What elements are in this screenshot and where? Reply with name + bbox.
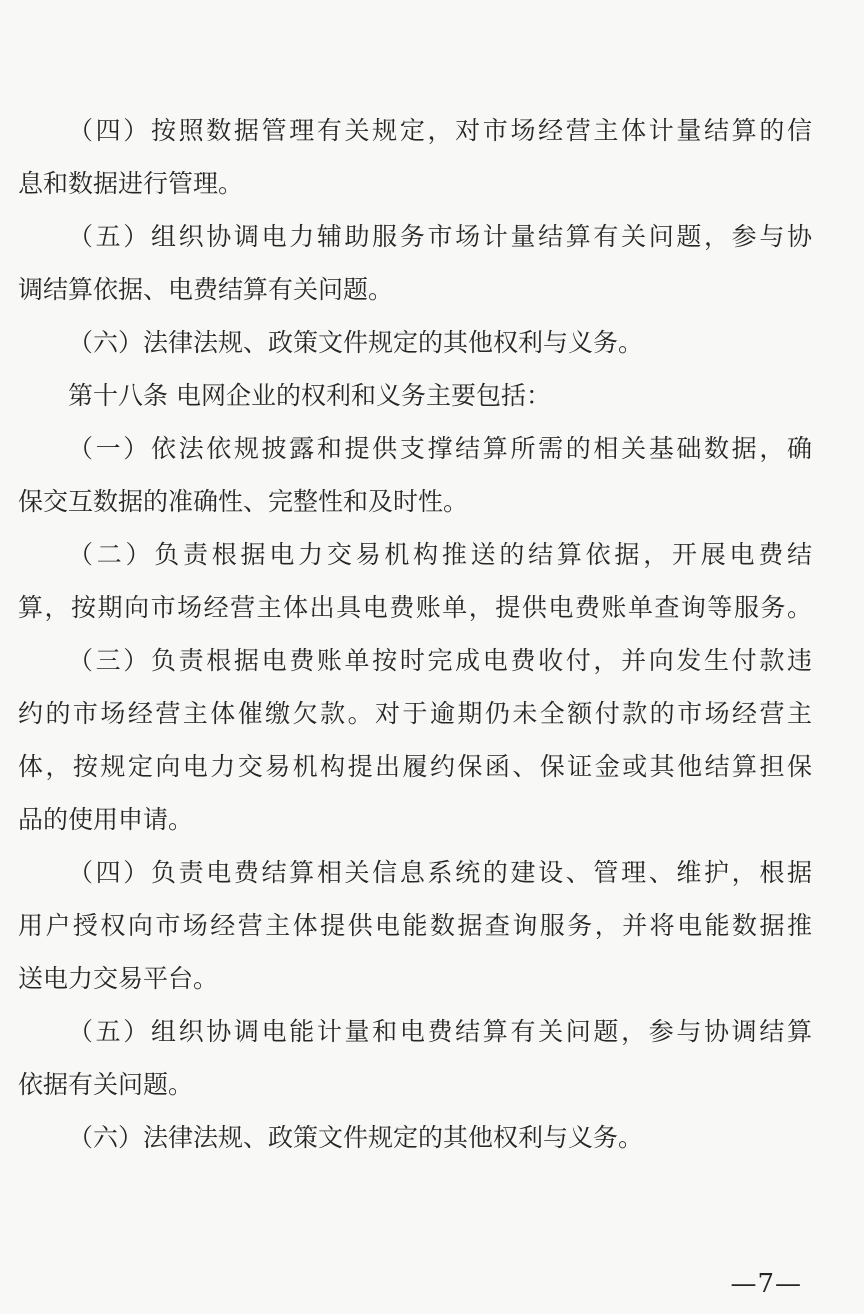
page-number: —7—: [730, 1269, 802, 1299]
paragraph-line: 体，按规定向电力交易机构提出履约保函、保证金或其他结算担保: [18, 752, 812, 781]
paragraph-item-5-coordination: [18, 210, 812, 316]
paragraph-line: 品的使用申请。: [18, 805, 194, 834]
paragraph-line: （一）依法依规披露和提供支撑结算所需的相关基础数据，确: [68, 434, 812, 463]
paragraph-line: （五）组织协调电能计量和电费结算有关问题，参与协调结算: [68, 1017, 812, 1046]
paragraph-line: （三）负责根据电费账单按时完成电费收付，并向发生付款违: [68, 646, 812, 675]
paragraph-line: 息和数据进行管理。: [18, 169, 244, 198]
paragraph-line: （二）负责根据电力交易机构推送的结算依据，开展电费结: [68, 540, 812, 569]
paragraph-line: （四）按照数据管理有关规定，对市场经营主体计量结算的信: [68, 116, 812, 145]
paragraph-line: 依据有关问题。: [18, 1070, 194, 1099]
paragraph-line: （六）法律法规、政策文件规定的其他权利与义务。: [68, 1123, 644, 1152]
paragraph-item-2-billing: [18, 528, 812, 634]
paragraph-line: （五）组织协调电力辅助服务市场计量结算有关问题，参与协: [68, 222, 812, 251]
paragraph-line: 调结算依据、电费结算有关问题。: [18, 275, 394, 304]
article-18-heading: [18, 369, 812, 422]
paragraph-line: 保交互数据的准确性、完整性和及时性。: [18, 487, 469, 516]
paragraph-line: 用户授权向市场经营主体提供电能数据查询服务，并将电能数据推: [18, 911, 812, 940]
paragraph-line: 送电力交易平台。: [18, 964, 219, 993]
paragraph-item-1-data-disclosure: [18, 422, 812, 528]
paragraph-line: （四）负责电费结算相关信息系统的建设、管理、维护，根据: [68, 858, 812, 887]
paragraph-item-4-data-management: [18, 104, 812, 210]
paragraph-item-6-other-rights: [18, 316, 812, 369]
article-title: 第十八条 电网企业的权利和义务主要包括：: [68, 381, 551, 410]
paragraph-item-3-payment: [18, 634, 812, 846]
paragraph-item-4-systems: [18, 846, 812, 1005]
paragraph-line: （六）法律法规、政策文件规定的其他权利与义务。: [68, 328, 644, 357]
document-body: [18, 104, 812, 1164]
paragraph-line: 约的市场经营主体催缴欠款。对于逾期仍未全额付款的市场经营主: [18, 699, 812, 728]
paragraph-line: 算，按期向市场经营主体出具电费账单，提供电费账单查询等服务。: [18, 593, 812, 622]
paragraph-item-6-other-rights: [18, 1111, 812, 1164]
paragraph-item-5-metering: [18, 1005, 812, 1111]
